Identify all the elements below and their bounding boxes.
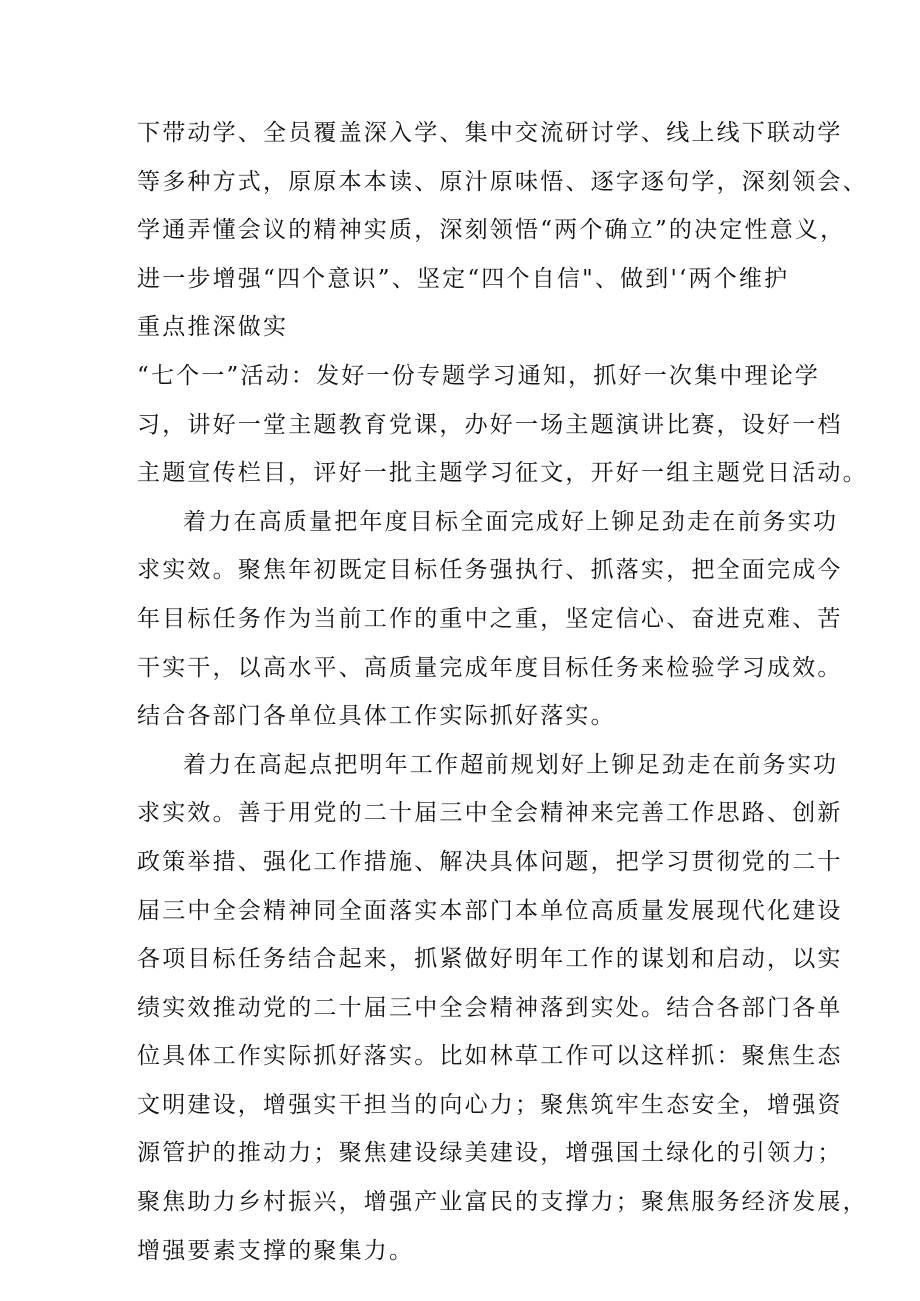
text-line: 等多种方式，原原本本读、原汁原味悟、逐字逐句学，深刻领会、 [137, 168, 868, 195]
text-line: 届三中全会精神同全面落实本部门本单位高质量发展现代化建设 [137, 897, 843, 924]
text-line: 结合各部门各单位具体工作实际抓好落实。 [137, 703, 616, 730]
text-line: 重点推深做实 [137, 314, 289, 341]
text-line: 绩实效推动党的二十届三中全会精神落到实处。结合各部门各单 [137, 994, 843, 1021]
text-line: 文明建设，增强实干担当的向心力；聚焦筑牢生态安全，增强资 [137, 1091, 843, 1118]
body-text [137, 109, 868, 1275]
text-line: 增强要素支撑的聚集力。 [137, 1237, 415, 1264]
text-line: 位具体工作实际抓好落实。比如林草工作可以这样抓：聚焦生态 [137, 1043, 843, 1070]
text-line: 下带动学、全员覆盖深入学、集中交流研讨学、线上线下联动学 [137, 120, 843, 146]
text-line: 年目标任务作为当前工作的重中之重，坚定信心、奋进克难、苦 [137, 605, 843, 632]
text-line: 求实效。善于用党的二十届三中全会精神来完善工作思路、创新 [137, 800, 843, 827]
text-line: 干实干，以高水平、高质量完成年度目标任务来检验学习成效。 [137, 654, 843, 681]
text-line: 学通弄懂会议的精神实质，深刻领悟“两个确立”的决定性意义， [137, 217, 846, 244]
text-line: 求实效。聚焦年初既定目标任务强执行、抓落实，把全面完成今 [137, 557, 843, 584]
paragraph-first-line: 着力在高质量把年度目标全面完成好上铆足劲走在前务实功 [183, 508, 839, 535]
text-line: 聚焦助力乡村振兴，增强产业富民的支撑力；聚焦服务经济发展， [137, 1189, 868, 1216]
text-line: 进一步增强“四个意识”、坚定“四个自信"、做到'‘两个维护 [137, 265, 790, 292]
text-line: 习，讲好一堂主题教育党课，办好一场主题演讲比赛，设好一档 [137, 411, 843, 438]
text-line: 源管护的推动力；聚焦建设绿美建设，增强国土绿化的引领力； [137, 1140, 843, 1167]
text-line: 政策举措、强化工作措施、解决具体问题，把学习贯彻党的二十 [137, 848, 843, 875]
text-line: “七个一”活动：发好一份专题学习通知，抓好一次集中理论学 [137, 362, 821, 389]
text-line: 主题宣传栏目，评好一批主题学习征文，开好一组主题党日活动。 [137, 460, 868, 487]
paragraph-first-line: 着力在高起点把明年工作超前规划好上铆足劲走在前务实功 [183, 751, 839, 778]
text-line: 各项目标任务结合起来，抓紧做好明年工作的谋划和启动，以实 [137, 946, 843, 973]
